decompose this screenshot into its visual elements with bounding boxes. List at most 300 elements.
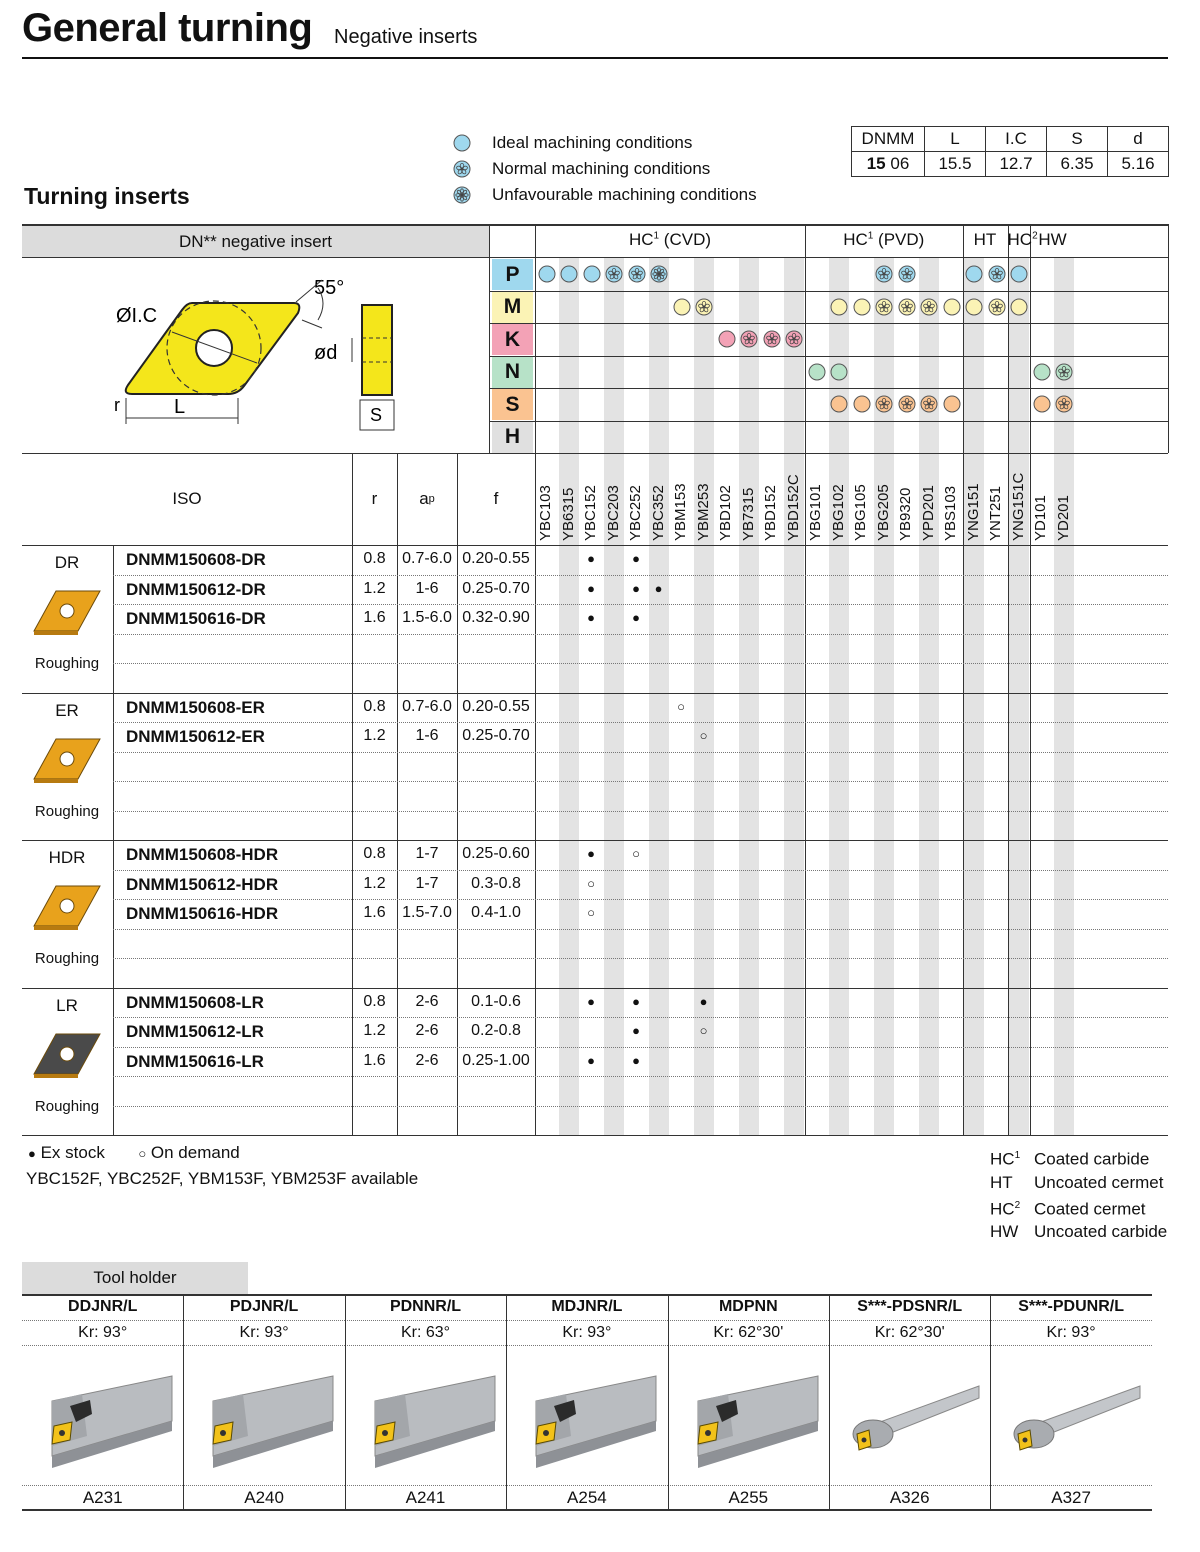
ap-value: 2-6 <box>415 992 439 1010</box>
tool-holder-item <box>345 1296 506 1510</box>
unfavourable-flower-icon <box>649 264 669 284</box>
grade-name: YBM153 <box>672 483 689 541</box>
iso-code: DNMM150608-ER <box>126 697 265 717</box>
row-rule <box>113 663 1168 664</box>
tool-holder-name: DDJNR/L <box>68 1298 138 1315</box>
insert-panel-title: DN** negative insert <box>22 226 489 257</box>
tool-holder-image-icon <box>678 1356 820 1476</box>
dims-header: DNMM <box>852 127 925 152</box>
row-rule <box>113 1017 1168 1018</box>
tool-holder-image-icon <box>193 1356 335 1476</box>
key-sup: 2 <box>1014 1199 1021 1211</box>
normal-flower-icon <box>762 329 782 349</box>
row-rule <box>990 1320 1151 1321</box>
f-value: 0.1-0.6 <box>471 992 521 1010</box>
iso-code: DNMM150608-DR <box>126 550 266 569</box>
group-sup: 1 <box>867 230 874 242</box>
grade-name: YBG102 <box>829 484 847 541</box>
tool-holder-item <box>829 1296 990 1510</box>
dims-value: 5.16 <box>1108 152 1169 177</box>
block-rule <box>22 840 1168 841</box>
grade-name: YB6315 <box>559 487 577 541</box>
insert-side-view <box>352 305 392 395</box>
tool-holder-image-icon <box>839 1356 981 1476</box>
demand-circle-icon: ○ <box>677 698 685 714</box>
block-rule <box>22 988 1168 989</box>
normal-flower-icon <box>1054 394 1074 414</box>
normal-flower-icon <box>694 297 714 317</box>
tool-holder-image-icon <box>32 1356 174 1476</box>
radius-value: 1.2 <box>363 1022 386 1039</box>
catalog-page-ref[interactable]: A231 <box>82 1488 123 1507</box>
dims-value: 12.7 <box>986 152 1047 177</box>
material-h-cell: H <box>492 422 533 453</box>
tool-holder-divider <box>345 1296 346 1510</box>
grade-column-stripe <box>919 258 940 1135</box>
key-row <box>990 1220 1167 1243</box>
insert-thumbnail-icon <box>30 735 104 785</box>
key-code: HW <box>990 1222 1019 1242</box>
dims-value: 6.35 <box>1047 152 1108 177</box>
grade-column-stripe <box>964 258 985 1135</box>
ideal-dot-icon <box>717 329 737 349</box>
available-note: YBC152F, YBC252F, YBM153F, YBM253F available <box>26 1169 419 1188</box>
row-rule <box>506 1485 667 1486</box>
grade-name: YBC252 <box>627 485 644 541</box>
radius-value: 1.2 <box>363 874 386 892</box>
grade-name: YBS103 <box>942 485 959 541</box>
section-title: Turning inserts <box>24 183 190 209</box>
page-subtitle: Negative inserts <box>334 26 478 48</box>
tool-holder-image-icon <box>516 1356 658 1476</box>
catalog-page-ref[interactable]: A327 <box>1051 1488 1091 1507</box>
stock-dot-icon: ● <box>587 993 595 1009</box>
chipbreaker-name: DR <box>54 553 80 572</box>
normal-flower-icon <box>919 297 939 317</box>
unfavourable-flower-icon <box>452 185 472 205</box>
r-label: r <box>114 395 120 415</box>
grade-name: YNG151 <box>964 483 982 541</box>
dimensions-table <box>851 126 1169 177</box>
normal-flower-icon <box>874 264 894 284</box>
grade-key <box>990 1144 1167 1243</box>
application-label: Roughing <box>34 655 100 672</box>
key-sup: 1 <box>1014 1150 1021 1161</box>
iso-code: DNMM150612-HDR <box>126 874 279 894</box>
catalog-page-ref[interactable]: A241 <box>405 1488 446 1507</box>
tool-holder-item <box>22 1296 183 1510</box>
approach-angle: Kr: 63° <box>400 1324 451 1341</box>
ideal-dot-icon <box>582 264 602 284</box>
grade-group-header <box>963 230 1008 250</box>
insert-thumbnail-icon <box>30 587 104 637</box>
iso-code: DNMM150616-DR <box>126 609 266 628</box>
matrix-right-rule <box>1168 224 1169 453</box>
iso-code: DNMM150608-LR <box>126 992 264 1012</box>
key-code: HT <box>990 1172 1013 1192</box>
grade-column-stripe <box>874 258 895 1135</box>
tool-holder-divider <box>183 1296 184 1510</box>
ic-label: ØI.C <box>116 305 158 327</box>
tool-holder-item <box>506 1296 667 1510</box>
normal-flower-icon <box>452 159 472 179</box>
iso-code: DNMM150612-ER <box>126 727 265 746</box>
row-rule <box>113 575 1168 576</box>
ideal-dot-icon <box>829 362 849 382</box>
insert-thumbnail-icon <box>30 1030 104 1080</box>
key-label: Uncoated carbide <box>1034 1222 1168 1242</box>
ideal-dot-icon <box>964 297 984 317</box>
material-n-cell: N <box>492 357 533 388</box>
row-rule <box>113 634 1168 635</box>
demand-circle-icon: ○ <box>587 905 595 920</box>
radius-value: 0.8 <box>363 845 386 862</box>
radius-value: 1.2 <box>363 579 386 597</box>
tool-holder-name: PDJNR/L <box>229 1298 299 1315</box>
group-code: HW <box>1038 230 1067 249</box>
row-rule <box>990 1485 1151 1486</box>
stock-dot-icon: ● <box>587 551 595 566</box>
ideal-dot-icon <box>852 297 872 317</box>
grade-column-stripe <box>829 258 850 1135</box>
f-header: f <box>493 489 499 508</box>
group-divider <box>963 224 964 1135</box>
f-value: 0.25-0.70 <box>462 579 530 597</box>
demand-label: On demand <box>150 1143 240 1162</box>
tool-holder-divider <box>990 1296 991 1510</box>
demand-circle-icon: ○ <box>699 728 708 743</box>
row-rule <box>345 1320 506 1321</box>
stock-dot-icon: ● <box>632 580 640 596</box>
normal-flower-icon <box>919 394 939 414</box>
grade-name: YBC352 <box>649 485 667 541</box>
grade-group-header <box>1030 230 1075 250</box>
normal-flower-icon <box>987 297 1007 317</box>
demand-circle-icon: ○ <box>699 1023 708 1038</box>
grade-name: YBD152C <box>784 474 802 541</box>
approach-angle: Kr: 62°30' <box>874 1324 945 1341</box>
key-row <box>990 1171 1167 1194</box>
application-label: Roughing <box>34 950 100 967</box>
ideal-dot-icon <box>942 297 962 317</box>
row-rule <box>990 1345 1151 1346</box>
group-code: HT <box>973 230 997 249</box>
tool-holder-item <box>183 1296 344 1510</box>
row-rule <box>829 1320 990 1321</box>
row-rule <box>345 1485 506 1486</box>
stock-dot-icon: ● <box>632 1023 640 1038</box>
demand-circle-icon: ○ <box>138 1146 147 1161</box>
f-value: 0.4-1.0 <box>471 904 521 921</box>
key-row <box>990 1194 1167 1221</box>
dims-value: 15.5 <box>925 152 986 177</box>
page-title: General turning <box>22 6 313 50</box>
tool-holder-tab: Tool holder <box>22 1262 248 1294</box>
row-rule <box>113 752 1168 753</box>
row-rule <box>22 1485 183 1486</box>
legend-label: Unfavourable machining conditions <box>492 185 757 204</box>
tool-holder-item <box>990 1296 1151 1510</box>
dims-header: d <box>1108 127 1169 152</box>
key-label: Uncoated cermet <box>1034 1172 1164 1192</box>
ideal-dot-icon <box>1032 394 1052 414</box>
approach-angle: Kr: 93° <box>239 1324 289 1341</box>
f-value: 0.20-0.55 <box>462 697 530 715</box>
legend-label: Ideal machining conditions <box>492 133 693 152</box>
grade-column-stripe <box>739 258 760 1135</box>
radius-value: 1.6 <box>363 609 386 626</box>
stock-dot-icon: ● <box>587 846 595 861</box>
legend-normal <box>452 157 710 181</box>
grade-group-header <box>535 230 805 250</box>
ap-value: 1.5-6.0 <box>402 609 452 626</box>
stock-dot-icon: ● <box>632 993 640 1009</box>
row-rule <box>113 722 1168 723</box>
ap-letter: a <box>419 489 429 508</box>
grade-name: YB7315 <box>739 487 757 541</box>
radius-value: 1.6 <box>363 904 386 921</box>
grade-name: YBM253 <box>694 483 712 541</box>
stock-legend <box>28 1143 240 1163</box>
row-rule <box>668 1485 829 1486</box>
normal-flower-icon <box>987 264 1007 284</box>
normal-flower-icon <box>897 264 917 284</box>
ideal-dot-icon <box>672 297 692 317</box>
radius-value: 0.8 <box>363 992 386 1010</box>
grade-name: YD101 <box>1032 495 1049 541</box>
row-rule <box>183 1320 344 1321</box>
row-rule <box>113 899 1168 900</box>
iso-code: DNMM150608-HDR <box>126 845 279 864</box>
dims-header: I.C <box>986 127 1047 152</box>
ideal-dot-icon <box>852 394 872 414</box>
application-label: Roughing <box>34 1097 100 1115</box>
chipbreaker-name: HDR <box>48 848 86 867</box>
ap-sub: p <box>428 493 435 505</box>
tool-holder-image-icon <box>355 1356 497 1476</box>
normal-flower-icon <box>897 394 917 414</box>
row-rule <box>183 1485 344 1486</box>
normal-flower-icon <box>604 264 624 284</box>
stock-dot-icon: ● <box>28 1146 36 1161</box>
r-header: r <box>371 489 378 508</box>
ap-value: 0.7-6.0 <box>402 550 452 567</box>
ap-value: 1-6 <box>415 727 439 744</box>
iso-code: DNMM150612-LR <box>126 1022 264 1041</box>
grade-start-rule <box>535 224 536 1135</box>
ap-value: 1-6 <box>415 579 439 597</box>
tool-holder-divider <box>506 1296 507 1510</box>
stock-dot-icon: ● <box>587 1052 595 1068</box>
grade-name: YBC103 <box>537 485 554 541</box>
grade-name: YBD152 <box>762 485 779 541</box>
normal-flower-icon <box>784 329 804 349</box>
key-code: HC <box>990 1149 1015 1169</box>
tool-holder-name: MDJNR/L <box>551 1298 623 1315</box>
matrix-bottom-rule <box>22 1135 1168 1136</box>
matrix-body-rule <box>22 545 1168 546</box>
row-rule <box>113 870 1168 871</box>
iso-header: ISO <box>172 489 202 508</box>
material-row-rule <box>489 356 1168 357</box>
group-divider <box>1008 224 1009 1135</box>
tool-holder-item <box>668 1296 829 1510</box>
f-value: 0.25-0.70 <box>462 727 530 744</box>
ap-value: 2-6 <box>415 1022 439 1039</box>
row-rule <box>345 1345 506 1346</box>
ideal-dot-icon <box>829 394 849 414</box>
row-rule <box>183 1345 344 1346</box>
normal-flower-icon <box>874 297 894 317</box>
grade-group-header <box>805 230 963 250</box>
row-rule <box>22 1320 183 1321</box>
size-code: 06 <box>890 154 910 173</box>
ideal-dot-icon <box>559 264 579 284</box>
f-value: 0.25-1.00 <box>462 1051 530 1069</box>
grade-name: YBG105 <box>852 484 869 541</box>
tool-holder-name: S***-PDUNR/L <box>1018 1298 1124 1315</box>
row-rule <box>113 929 1168 930</box>
radius-value: 1.6 <box>363 1051 386 1069</box>
L-label: L <box>174 396 186 418</box>
normal-flower-icon <box>739 329 759 349</box>
normal-flower-icon <box>627 264 647 284</box>
radius-value: 1.2 <box>363 727 386 744</box>
size-code-bold: 15 <box>866 154 886 173</box>
tool-holder-name: MDPNN <box>718 1298 778 1315</box>
row-rule <box>668 1345 829 1346</box>
key-label: Coated cermet <box>1034 1199 1146 1219</box>
ap-value: 1.5-7.0 <box>402 904 452 921</box>
material-s-cell: S <box>492 389 533 420</box>
grade-name: YBC152 <box>582 485 599 541</box>
material-p-cell: P <box>492 259 533 290</box>
radius-value: 0.8 <box>363 550 386 567</box>
grade-name: YNG151C <box>1009 472 1027 541</box>
header-rule <box>22 57 1168 59</box>
grade-name: YBG101 <box>807 484 824 541</box>
group-sup: 1 <box>653 230 660 242</box>
grade-column-stripe <box>1009 258 1030 1135</box>
ap-value: 0.7-6.0 <box>402 697 452 715</box>
tool-holder-divider <box>829 1296 830 1510</box>
radius-value: 0.8 <box>363 697 386 715</box>
group-code: HC <box>843 230 868 249</box>
tool-holder-divider <box>668 1296 669 1510</box>
block-rule <box>22 693 1168 694</box>
normal-flower-icon <box>897 297 917 317</box>
approach-angle: Kr: 93° <box>1046 1324 1096 1341</box>
ideal-dot-icon <box>1009 264 1029 284</box>
grade-name: YBC203 <box>604 485 622 541</box>
ap-value: 1-7 <box>415 845 439 862</box>
stock-dot-icon: ● <box>699 993 708 1009</box>
grade-name: YBD102 <box>717 485 734 541</box>
legend-ideal <box>452 131 692 155</box>
approach-angle: Kr: 93° <box>562 1324 612 1341</box>
row-rule <box>113 1047 1168 1048</box>
grade-column-stripe <box>784 258 805 1135</box>
panel-divider <box>489 224 490 453</box>
grade-name: YPD201 <box>919 485 937 541</box>
stock-dot-icon: ● <box>654 580 663 596</box>
catalog-page-ref[interactable]: A254 <box>567 1488 607 1507</box>
row-rule <box>113 958 1168 959</box>
iso-code: DNMM150616-LR <box>126 1051 264 1071</box>
demand-circle-icon: ○ <box>587 875 595 891</box>
grade-column-stripe <box>604 258 625 1135</box>
ideal-dot-icon <box>829 297 849 317</box>
group-code: HC <box>628 230 654 249</box>
ap-value: 1-7 <box>415 874 439 892</box>
angle-label: 55° <box>314 277 345 299</box>
stock-dot-icon: ● <box>587 580 595 596</box>
iso-code: DNMM150612-DR <box>126 579 266 599</box>
d-label: ød <box>314 342 338 364</box>
catalog-page-ref[interactable]: A240 <box>244 1488 284 1507</box>
grade-group-header <box>1007 230 1038 250</box>
iso-code: DNMM150616-HDR <box>126 904 279 923</box>
demand-circle-icon: ○ <box>632 846 640 861</box>
ap-header <box>397 453 457 545</box>
group-sup: 2 <box>1032 230 1038 242</box>
f-value: 0.32-0.90 <box>462 609 530 626</box>
stock-dot-icon: ● <box>632 551 640 566</box>
row-rule <box>113 1106 1168 1107</box>
grade-name: YB9320 <box>897 487 914 541</box>
grade-name: YBG205 <box>874 484 892 541</box>
material-row-rule <box>489 421 1168 422</box>
ideal-dot-icon <box>807 362 827 382</box>
ideal-dot-icon <box>942 394 962 414</box>
dims-size <box>852 152 925 177</box>
stock-dot-icon: ● <box>632 1052 640 1068</box>
grade-column-stripe <box>559 258 580 1135</box>
f-value: 0.25-0.60 <box>462 845 530 862</box>
grade-column-stripe <box>1054 258 1075 1135</box>
insert-drawing <box>22 258 489 453</box>
group-process: (PVD) <box>873 230 925 249</box>
S-label: S <box>370 405 383 425</box>
f-value: 0.3-0.8 <box>471 874 521 892</box>
stock-dot-icon: ● <box>632 610 640 625</box>
row-rule <box>113 811 1168 812</box>
grade-name: YD201 <box>1054 495 1072 541</box>
chipbreaker-name: ER <box>55 700 79 720</box>
ideal-dot-icon <box>964 264 984 284</box>
dims-header: L <box>925 127 986 152</box>
grade-name: YNT251 <box>987 485 1004 541</box>
key-label: Coated carbide <box>1034 1149 1150 1169</box>
approach-angle: Kr: 93° <box>78 1324 128 1341</box>
row-rule <box>829 1345 990 1346</box>
row-rule <box>113 604 1168 605</box>
row-rule <box>829 1485 990 1486</box>
ideal-dot-icon <box>1032 362 1052 382</box>
insert-thumbnail-icon <box>30 882 104 932</box>
key-row <box>990 1144 1167 1171</box>
key-code: HC <box>990 1199 1015 1219</box>
row-rule <box>506 1345 667 1346</box>
row-rule <box>668 1320 829 1321</box>
ideal-dot-icon <box>1009 297 1029 317</box>
catalog-page-ref[interactable]: A326 <box>889 1488 930 1507</box>
row-rule <box>113 781 1168 782</box>
dims-header: S <box>1047 127 1108 152</box>
ideal-dot-icon <box>537 264 557 284</box>
catalog-page-ref[interactable]: A255 <box>728 1488 769 1507</box>
legend-label: Normal machining conditions <box>492 159 711 178</box>
